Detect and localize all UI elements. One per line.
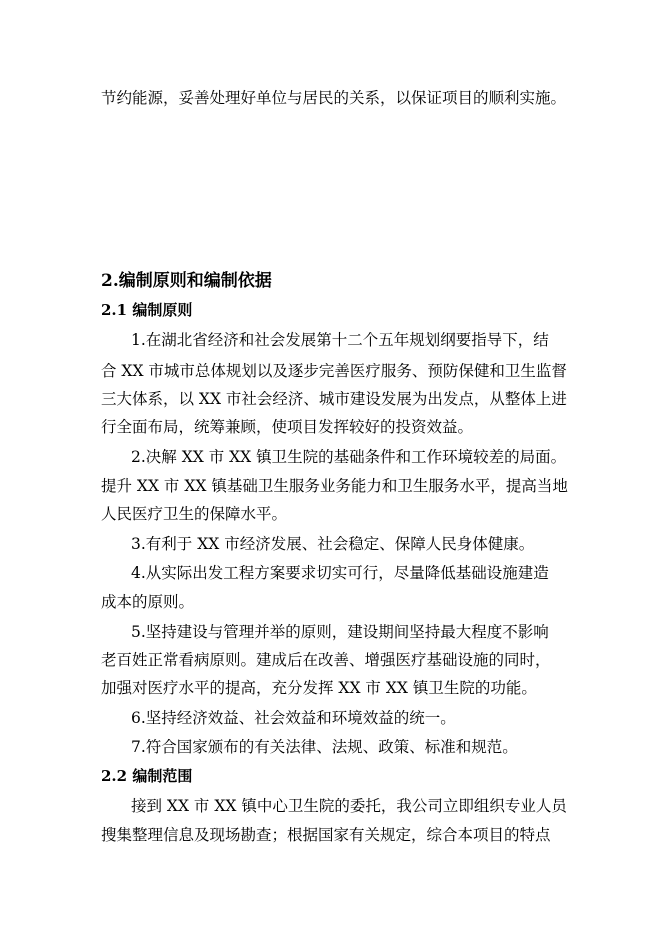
principle-2-line: 人民医疗卫生的保障水平。 — [101, 505, 288, 523]
scope-paragraph-line: 搜集整理信息及现场勘查；根据国家有关规定，综合本项目的特点 — [101, 826, 551, 844]
intro-paragraph-line: 节约能源，妥善处理好单位与居民的关系，以保证项目的顺利实施。 — [101, 89, 567, 107]
principle-1-line: 三大体系，以 XX 市社会经济、城市建设发展为出发点，从整体上进 — [101, 390, 567, 408]
principle-7-line: 7.符合国家颁布的有关法律、法规、政策、标准和规范。 — [131, 738, 518, 756]
principle-1-line: 行全面布局，统筹兼顾，使项目发挥较好的投资效益。 — [101, 418, 474, 436]
scope-paragraph-line: 接到 XX 市 XX 镇中心卫生院的委托，我公司立即组织专业人员 — [131, 797, 567, 815]
principle-2-line: 2.决解 XX 市 XX 镇卫生院的基础条件和工作环境较差的局面。 — [131, 448, 567, 466]
section-2-heading: 2.编制原则和编制依据 — [101, 271, 272, 291]
principle-6-line: 6.坚持经济效益、社会效益和环境效益的统一。 — [131, 709, 456, 727]
section-2-1-heading: 2.1 编制原则 — [101, 301, 193, 319]
principle-1-line: 合 XX 市城市总体规划以及逐步完善医疗服务、预防保健和卫生监督 — [101, 362, 567, 380]
principle-4-line: 成本的原则。 — [101, 593, 195, 611]
principle-3-line: 3.有利于 XX 市经济发展、社会稳定、保障人民身体健康。 — [131, 535, 535, 553]
principle-5-line: 老百姓正常看病原则。建成后在改善、增强医疗基础设施的同时， — [101, 651, 551, 669]
principle-4-line: 4.从实际出发工程方案要求切实可行，尽量降低基础设施建造 — [131, 564, 549, 582]
principle-1-line: 1.在湖北省经济和社会发展第十二个五年规划纲要指导下，结 — [131, 331, 549, 349]
principle-2-line: 提升 XX 市 XX 镇基础卫生服务业务能力和卫生服务水平，提高当地 — [101, 477, 568, 495]
section-2-2-heading: 2.2 编制范围 — [101, 767, 193, 785]
principle-5-line: 加强对医疗水平的提高，充分发挥 XX 市 XX 镇卫生院的功能。 — [101, 679, 537, 697]
principle-5-line: 5.坚持建设与管理并举的原则，建设期间坚持最大程度不影响 — [131, 623, 549, 641]
